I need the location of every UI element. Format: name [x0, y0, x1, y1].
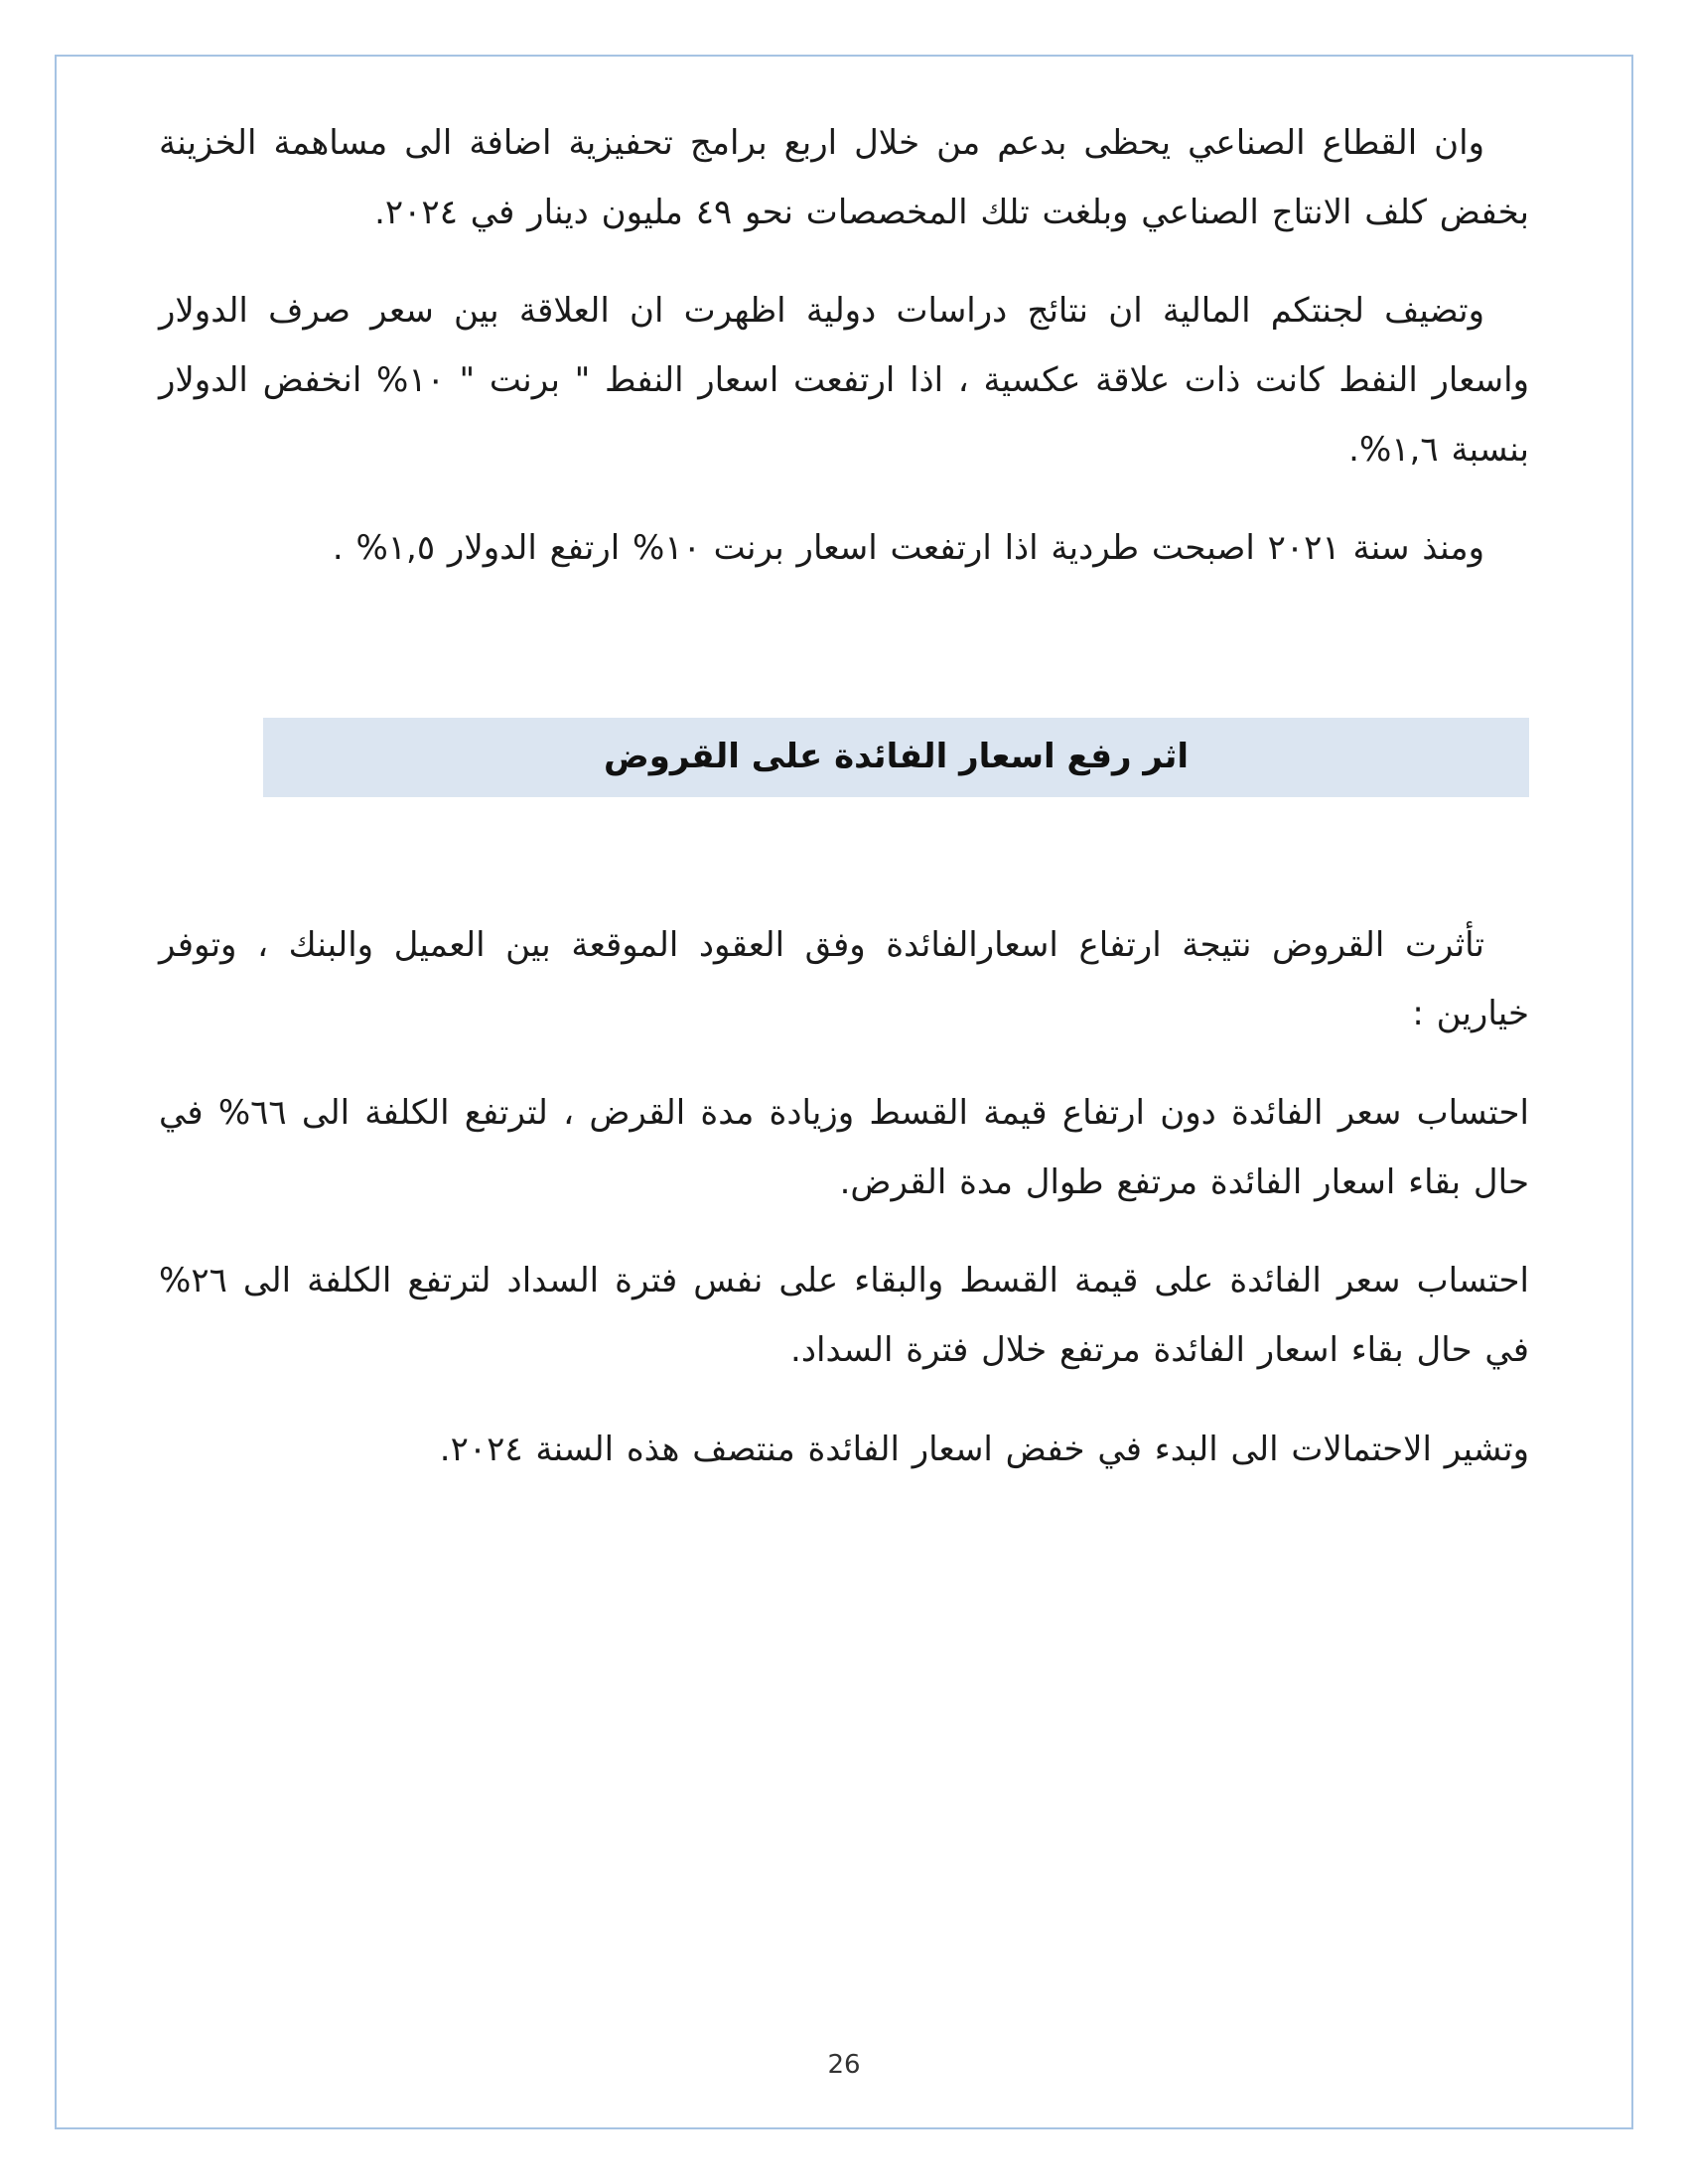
- paragraph-option-longer-loan-term: احتساب سعر الفائدة دون ارتفاع قيمة القسط وزيادة مدة القرض ، لترتفع الكلفة الى ٦٦% في حال بقاء اسعار الفائدة مرتفع طوال مدة القرض.: [159, 1093, 1530, 1202]
- paragraph-dollar-oil-inverse-relation: وتضيف لجنتكم المالية ان نتائج دراسات دولية اظهرت ان العلاقة بين سعر صرف الدولار واسعار النفط كانت ذات علاقة عكسية ، اذا ارتفعت اسعار النفط " برنت " ١٠% انخفض الدولار بنسبة ١,٦%.: [159, 291, 1529, 470]
- vertical-spacer: [159, 1515, 1529, 2050]
- section-heading-interest-rates-loans: اثر رفع اسعار الفائدة على القروض: [263, 718, 1529, 797]
- paragraph-since-2021-direct-relation: ومنذ سنة ٢٠٢١ اصبحت طردية اذا ارتفعت اسعار برنت ١٠% ارتفع الدولار ١,٥% .: [332, 528, 1484, 569]
- paragraph-rate-cut-expectations: وتشير الاحتمالات الى البدء في خفض اسعار الفائدة منتصف هذه السنة ٢٠٢٤.: [439, 1429, 1529, 1469]
- page-content: [55, 55, 1633, 2129]
- paragraph-industrial-sector: وان القطاع الصناعي يحظى بدعم من خلال اربع برامج تحفيزية اضافة الى مساهمة الخزينة بخفض كلف الانتاج الصناعي وبلغت تلك المخصصات نحو ٤٩ مليون دينار في ٢٠٢٤.: [159, 123, 1529, 232]
- page-number: 26: [827, 2050, 861, 2080]
- paragraph-loans-affected: تأثرت القروض نتيجة ارتفاع اسعارالفائدة وفق العقود الموقعة بين العميل والبنك ، وتوفر خيارين :: [159, 924, 1529, 1034]
- paragraph-option-same-repayment-period: احتساب سعر الفائدة على قيمة القسط والبقاء على نفس فترة السداد لترتفع الكلفة الى ٢٦% في حال بقاء اسعار الفائدة مرتفع خلال فترة السداد.: [159, 1261, 1529, 1371]
